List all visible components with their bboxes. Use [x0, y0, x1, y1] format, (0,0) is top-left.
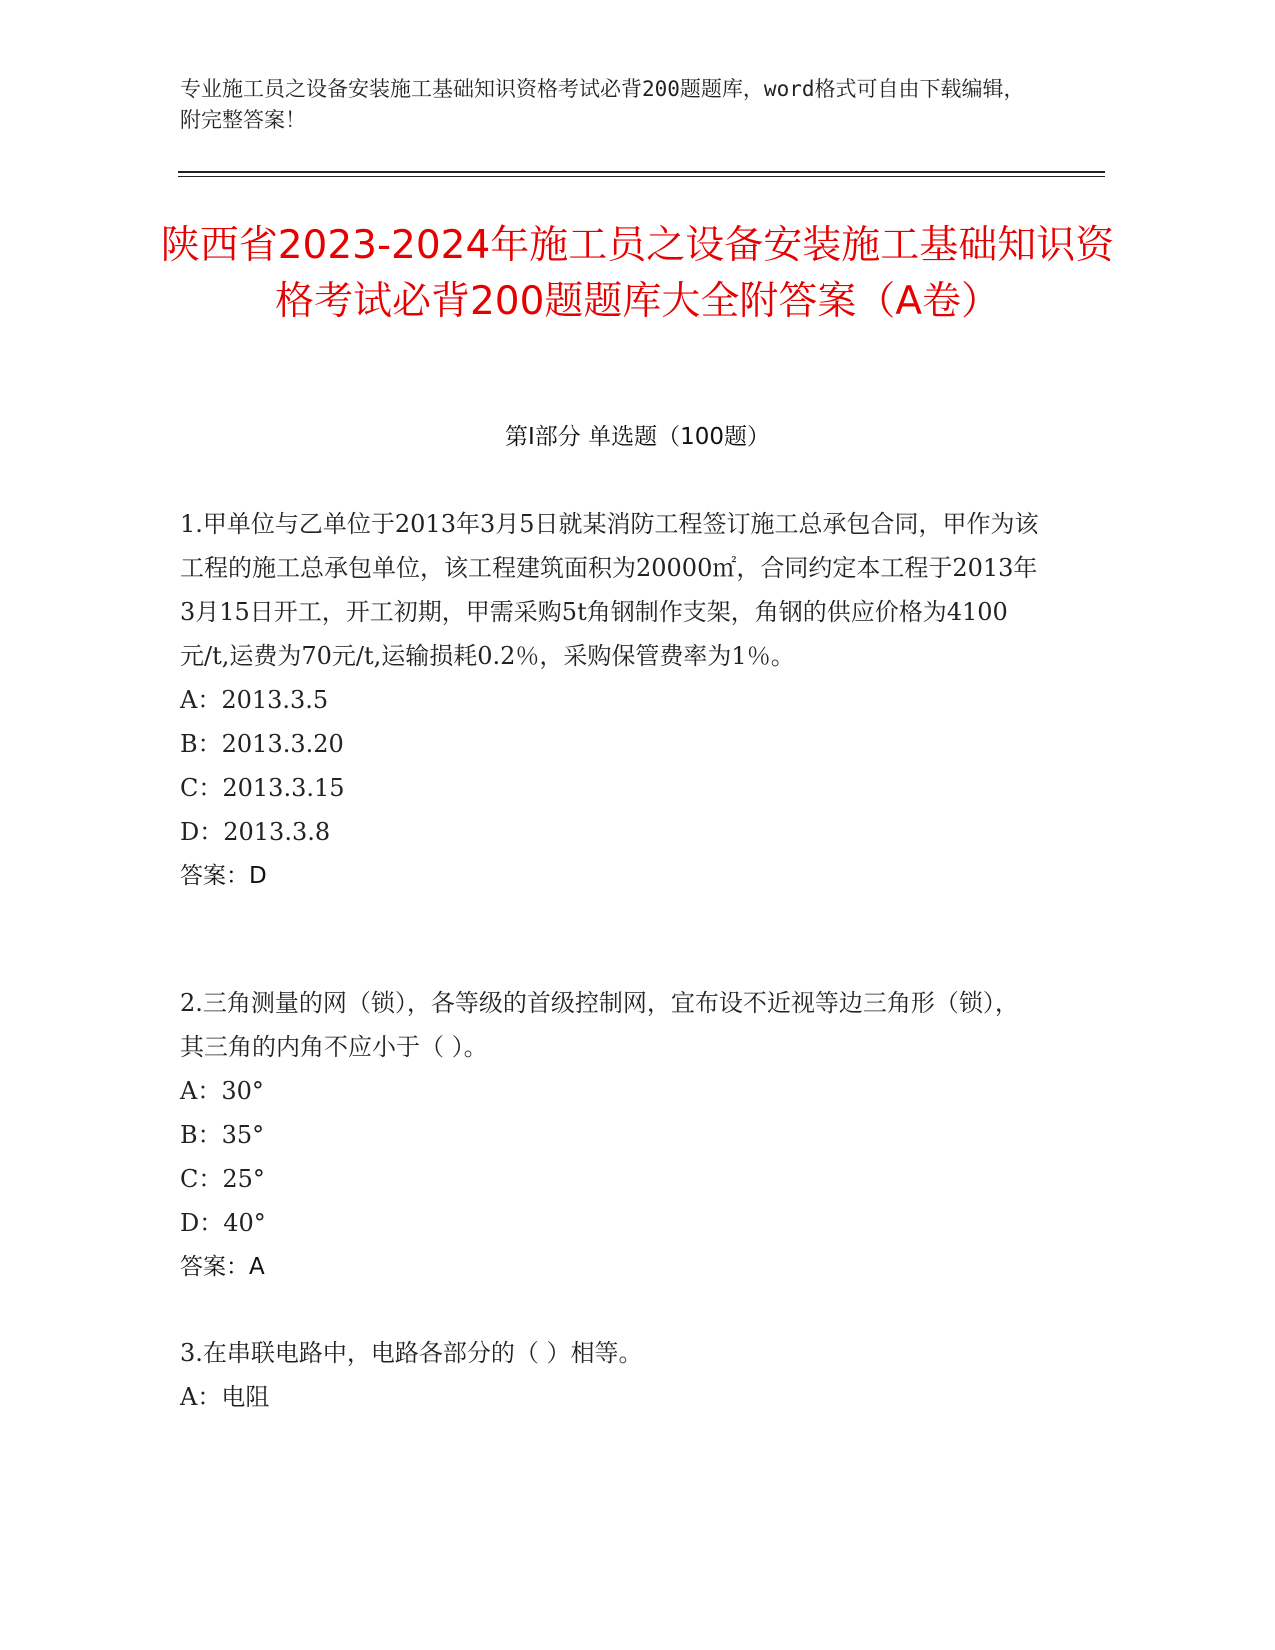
- question-stem: 3.在串联电路中，电路各部分的（ ）相等。: [180, 1339, 643, 1367]
- question-3: [180, 1331, 1040, 1419]
- option-a: A：电阻: [180, 1383, 270, 1411]
- option-a: A：2013.3.5: [180, 686, 329, 714]
- option-b: B：35°: [180, 1121, 265, 1149]
- option-c: C：25°: [180, 1165, 265, 1193]
- answer: 答案：A: [180, 1254, 265, 1280]
- header-divider-thick: [178, 171, 1105, 173]
- question-1: [180, 502, 1040, 898]
- header-divider-thin: [178, 176, 1105, 177]
- option-c: C：2013.3.15: [180, 774, 345, 802]
- question-stem: 1.甲单位与乙单位于2013年3月5日就某消防工程签订施工总承包合同，甲作为该工程的施工总承包单位，该工程建筑面积为20000㎡，合同约定本工程于2013年3月15日开工，开工初期，甲需采购5t角钢制作支架，角钢的供应价格为4100元/t,运费为70元/t,运输损耗0.2％，采购保管费率为1％。: [180, 510, 1039, 670]
- document-title: 陕西省2023-2024年施工员之设备安装施工基础知识资格考试必背200题题库大全附答案（A卷）: [160, 223, 1115, 324]
- question-2: [180, 981, 1040, 1289]
- section-heading: 第Ⅰ部分 单选题（100题）: [505, 424, 770, 450]
- answer: 答案：D: [180, 863, 267, 889]
- option-b: B：2013.3.20: [180, 730, 344, 758]
- option-d: D：40°: [180, 1209, 266, 1237]
- question-stem: 2.三角测量的网（锁），各等级的首级控制网，宜布设不近视等边三角形（锁），其三角的内角不应小于（ ）。: [180, 989, 1019, 1061]
- option-d: D：2013.3.8: [180, 818, 331, 846]
- header-note: 专业施工员之设备安装施工基础知识资格考试必背200题题库，word格式可自由下载编辑，附完整答案！: [180, 77, 1025, 132]
- option-a: A：30°: [180, 1077, 264, 1105]
